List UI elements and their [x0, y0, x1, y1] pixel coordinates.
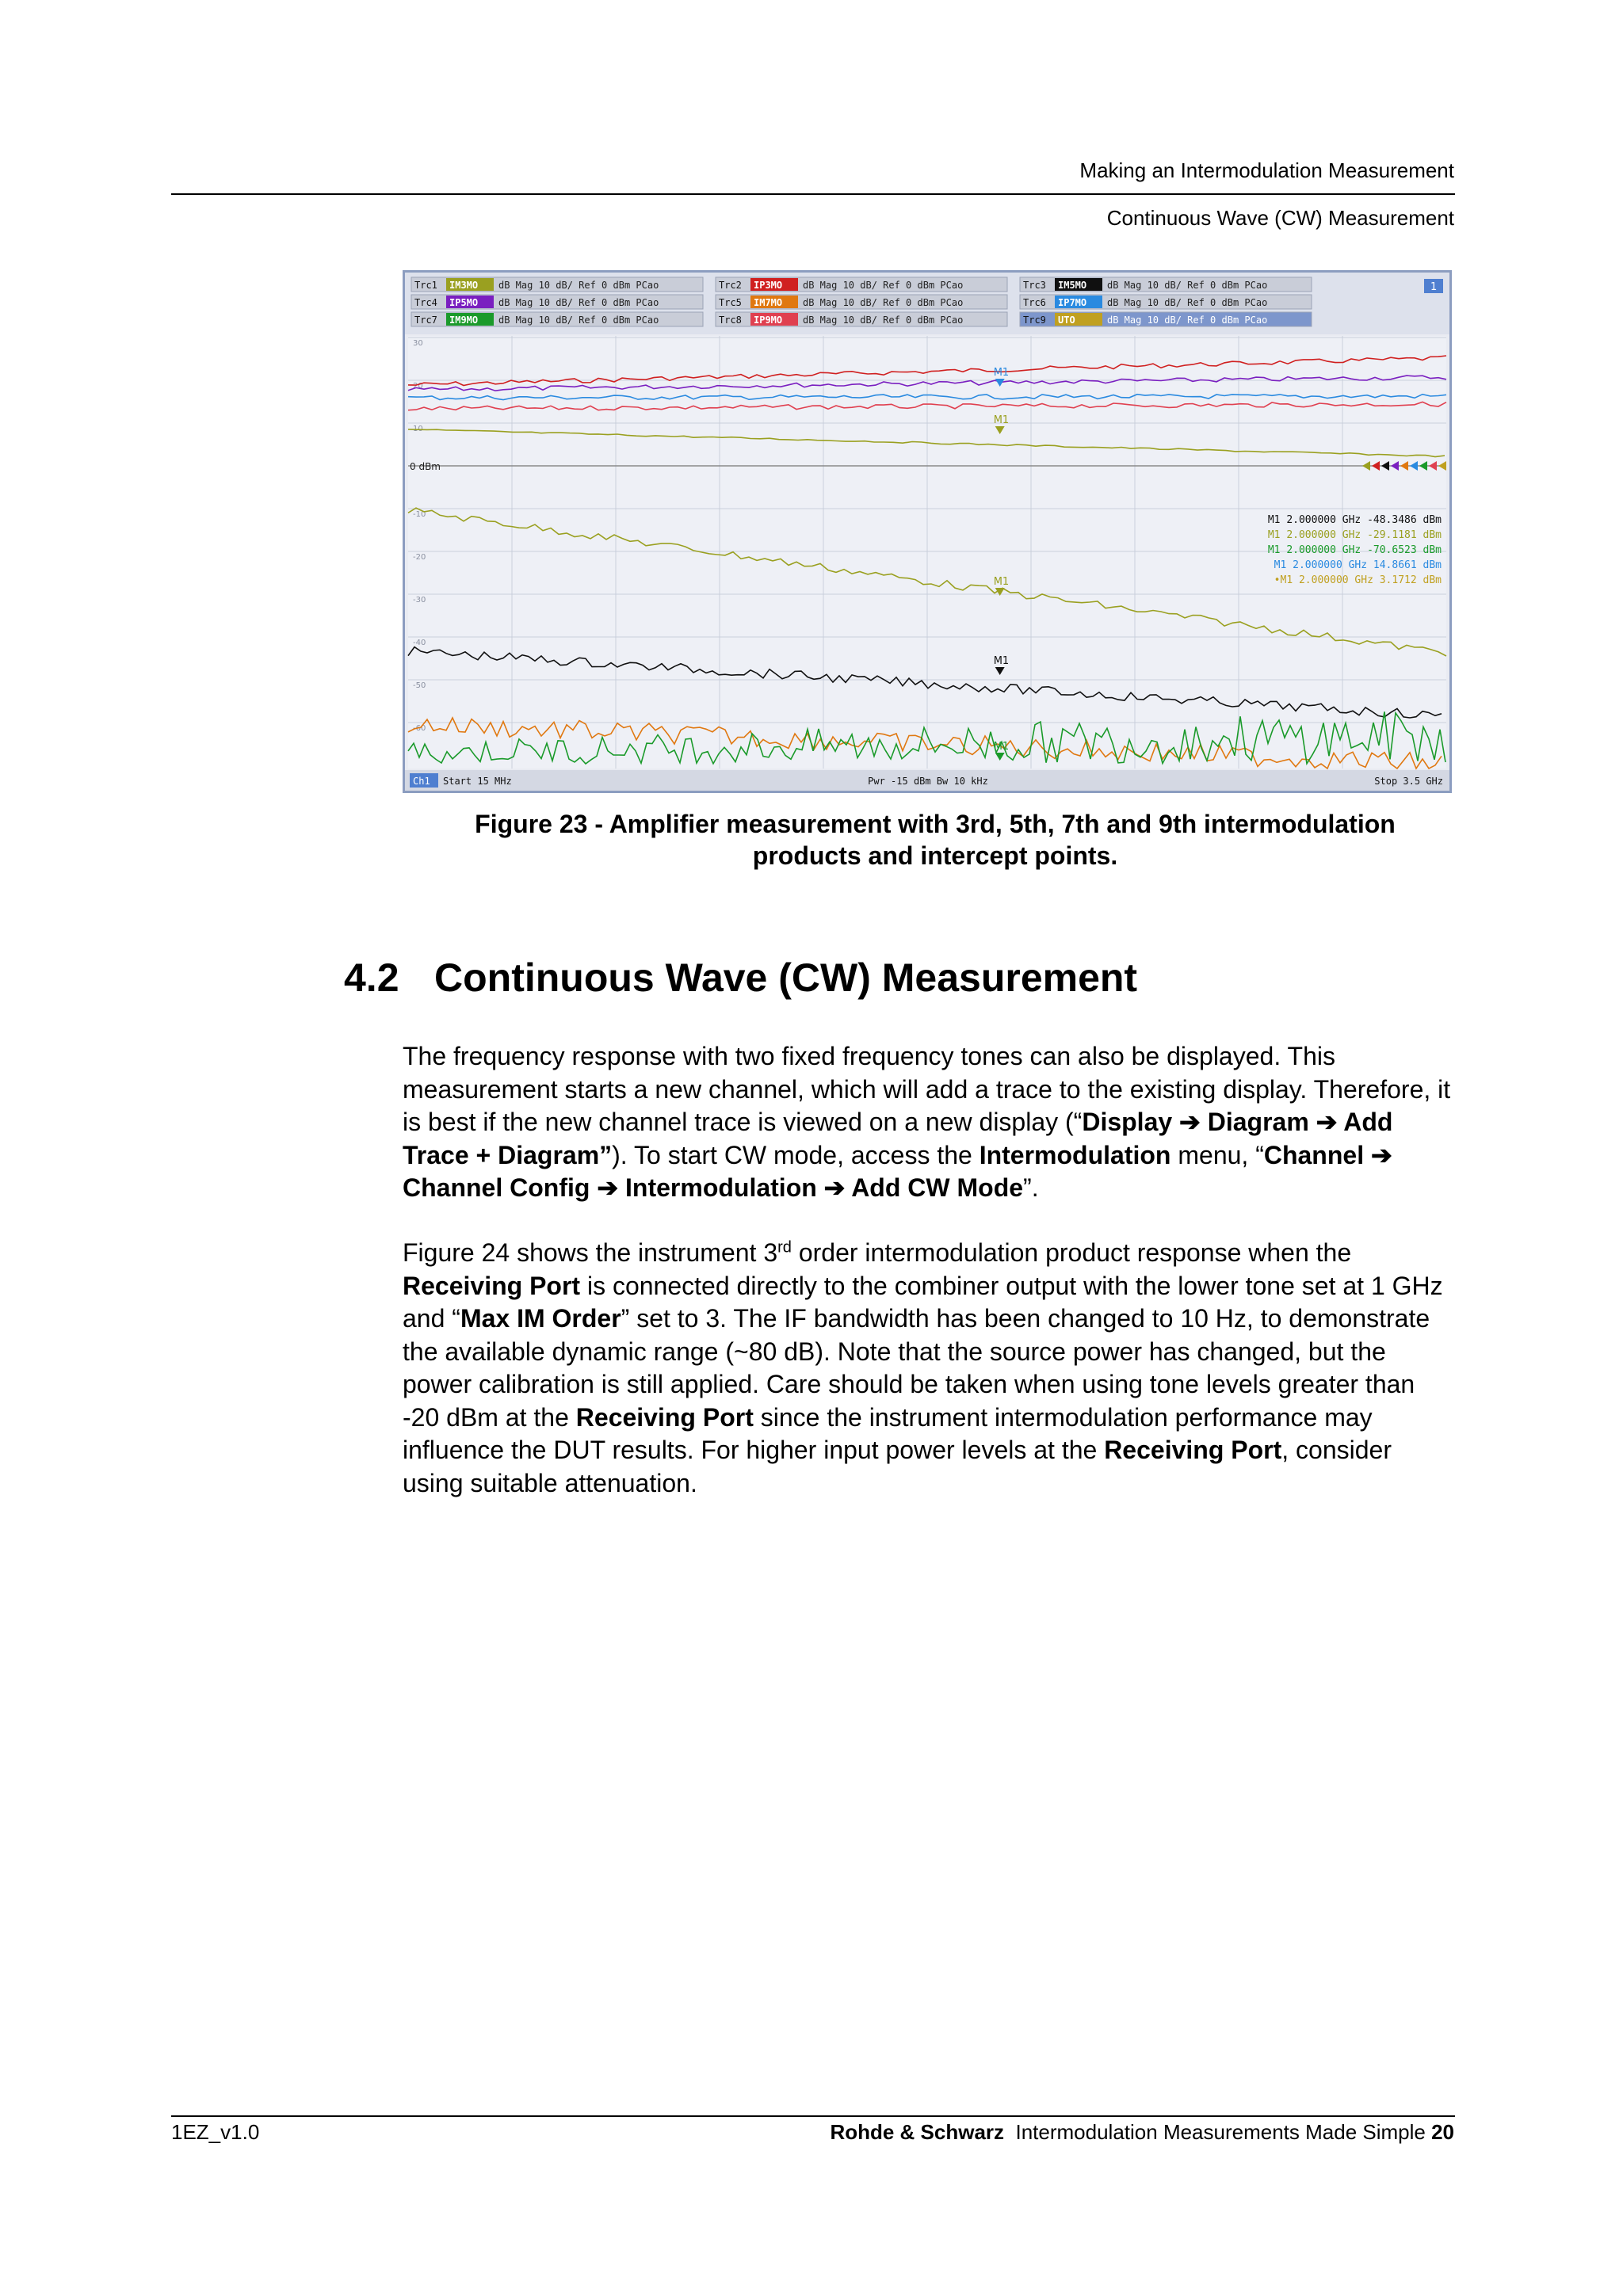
- y-tick-label: -10: [413, 510, 426, 519]
- figure-caption: [412, 808, 1458, 871]
- trace-name-label: IM9MO: [449, 315, 479, 326]
- caption-line-2: products and intercept points.: [752, 841, 1118, 870]
- trace-format-label: dB Mag 10 dB/ Ref 0 dBm PCao: [1107, 280, 1268, 291]
- trace-id-label: Trc7: [414, 315, 437, 326]
- footer-page-number: 20: [1431, 2120, 1454, 2144]
- trace-name-label: IP5MO: [449, 297, 479, 308]
- p1-text-1: The frequency response with two fixed frequency tones can also be displayed. This measurement starts a new channel, which will add a trace to the existing display. Therefore, it is best if the new channel trace is viewed on a new display (“: [403, 1042, 1451, 1136]
- trace-name-label: IP3MO: [754, 280, 783, 291]
- section-title: Continuous Wave (CW) Measurement: [434, 955, 1138, 1000]
- y-tick-label: -30: [413, 596, 426, 605]
- trace-name-label: UTO: [1058, 315, 1075, 326]
- p1-text-4: ”.: [1023, 1173, 1039, 1202]
- p2-text-3: is connected directly to the combiner output with the lower tone set at 1 GHz and “: [403, 1271, 1443, 1333]
- trace-name-label: IP7MO: [1058, 297, 1087, 308]
- trace-id-label: Trc9: [1023, 315, 1046, 326]
- trace-format-label: dB Mag 10 dB/ Ref 0 dBm PCao: [1107, 297, 1268, 308]
- marker-label: M1: [993, 576, 1010, 588]
- trace-id-label: Trc4: [414, 297, 437, 308]
- p1-text-3: menu, “: [1170, 1140, 1264, 1169]
- section-heading: [344, 955, 1137, 1001]
- marker-label: M1: [993, 741, 1010, 753]
- trace-name-label: IM5MO: [1058, 280, 1087, 291]
- p2-superscript: rd: [777, 1238, 792, 1257]
- trace-format-label: dB Mag 10 dB/ Ref 0 dBm PCao: [498, 280, 659, 291]
- p1-intermodulation-menu: Intermodulation: [979, 1140, 1171, 1169]
- power-bandwidth-label: Pwr -15 dBm Bw 10 kHz: [868, 776, 988, 787]
- reference-label: 0 dBm: [410, 461, 441, 472]
- trace-id-label: Trc3: [1023, 280, 1046, 291]
- footer-doc-title: Intermodulation Measurements Made Simple: [1004, 2120, 1432, 2144]
- p2-text-2: order intermodulation product response when the: [791, 1238, 1352, 1267]
- trace-id-label: Trc8: [719, 315, 742, 326]
- footer-brand: Rohde & Schwarz: [830, 2120, 1005, 2144]
- trace-id-label: Trc1: [414, 280, 437, 291]
- vna-screenshot: [403, 270, 1452, 793]
- y-tick-label: -20: [413, 553, 426, 562]
- p2-text-4: ” set to 3. The IF bandwidth has been changed to 10 Hz, to demonstrate the available dynamic range (~80 dB). Note that the source power has changed, but the power calibration is still applied. Care should be taken when using tone levels greater than -20 dBm at the: [403, 1304, 1430, 1432]
- p2-receiving-port-3: Receiving Port: [1104, 1436, 1282, 1464]
- vna-display: [405, 273, 1449, 791]
- trace-name-label: IM7MO: [754, 297, 783, 308]
- p1-text-2: ). To start CW mode, access the: [612, 1140, 980, 1169]
- section-number: 4.2: [344, 955, 399, 1000]
- marker-readout: M1 2.000000 GHz -29.1181 dBm: [1267, 529, 1442, 541]
- marker-readout: •M1 2.000000 GHz 3.1712 dBm: [1274, 574, 1442, 586]
- footer-version: 1EZ_v1.0: [171, 2120, 260, 2144]
- marker-label: M1: [993, 414, 1010, 426]
- p2-text-5: since the instrument intermodulation performance may influence the DUT results. For higher input power levels at the: [403, 1402, 1373, 1464]
- marker-readout: M1 2.000000 GHz -70.6523 dBm: [1267, 544, 1442, 556]
- trace-name-label: IP9MO: [754, 315, 783, 326]
- marker-readout: M1 2.000000 GHz 14.8661 dBm: [1274, 559, 1442, 571]
- trace-format-label: dB Mag 10 dB/ Ref 0 dBm PCao: [498, 297, 659, 308]
- p2-max-im-order: Max IM Order: [460, 1304, 621, 1333]
- header-rule: [171, 193, 1455, 195]
- channel-badge-label: Ch1: [413, 776, 430, 787]
- footer-rule: [171, 2115, 1455, 2117]
- trace-name-label: IM3MO: [449, 280, 479, 291]
- trace-id-label: Trc2: [719, 280, 742, 291]
- marker-label: M1: [993, 655, 1010, 667]
- paragraph-cw-intro: [403, 1040, 1457, 1205]
- corner-badge-label: 1: [1430, 281, 1438, 293]
- y-tick-label: 30: [413, 339, 423, 348]
- start-frequency-label: Start 15 MHz: [443, 776, 512, 787]
- trace-format-label: dB Mag 10 dB/ Ref 0 dBm PCao: [498, 315, 659, 326]
- caption-line-1: Figure 23 - Amplifier measurement with 3rd, 5th, 7th and 9th intermodulation: [475, 810, 1396, 838]
- y-tick-label: -60: [413, 724, 426, 733]
- y-tick-label: 10: [413, 425, 423, 433]
- p2-text-6: , consider using suitable attenuation.: [403, 1436, 1392, 1497]
- p2-text-1: Figure 24 shows the instrument 3: [403, 1238, 778, 1267]
- footer-doc-info: [830, 2120, 1454, 2145]
- running-header-title: Making an Intermodulation Measurement: [1079, 158, 1454, 182]
- trace-id-label: Trc5: [719, 297, 742, 308]
- trace-format-label: dB Mag 10 dB/ Ref 0 dBm PCao: [803, 315, 964, 326]
- trace-format-label: dB Mag 10 dB/ Ref 0 dBm PCao: [803, 297, 964, 308]
- trace-id-label: Trc6: [1023, 297, 1046, 308]
- y-tick-label: -50: [413, 681, 426, 690]
- p2-receiving-port-2: Receiving Port: [575, 1402, 754, 1432]
- trace-format-label: dB Mag 10 dB/ Ref 0 dBm PCao: [1107, 315, 1268, 326]
- p1-menu-path-channel: Channel ➔ Channel Config ➔ Intermodulation ➔ Add CW Mode: [403, 1140, 1392, 1202]
- running-header-subtitle: Continuous Wave (CW) Measurement: [1106, 206, 1454, 230]
- y-tick-label: 20: [413, 382, 423, 391]
- trace-format-label: dB Mag 10 dB/ Ref 0 dBm PCao: [803, 280, 964, 291]
- paragraph-figure24: [403, 1237, 1457, 1500]
- marker-label: M1: [993, 367, 1010, 379]
- marker-readout: M1 2.000000 GHz -48.3486 dBm: [1267, 514, 1442, 526]
- y-tick-label: -40: [413, 639, 426, 647]
- stop-frequency-label: Stop 3.5 GHz: [1374, 776, 1443, 787]
- p1-menu-path-display: Display ➔ Diagram ➔ Add Trace + Diagram”: [403, 1108, 1393, 1169]
- p2-receiving-port-1: Receiving Port: [403, 1271, 581, 1300]
